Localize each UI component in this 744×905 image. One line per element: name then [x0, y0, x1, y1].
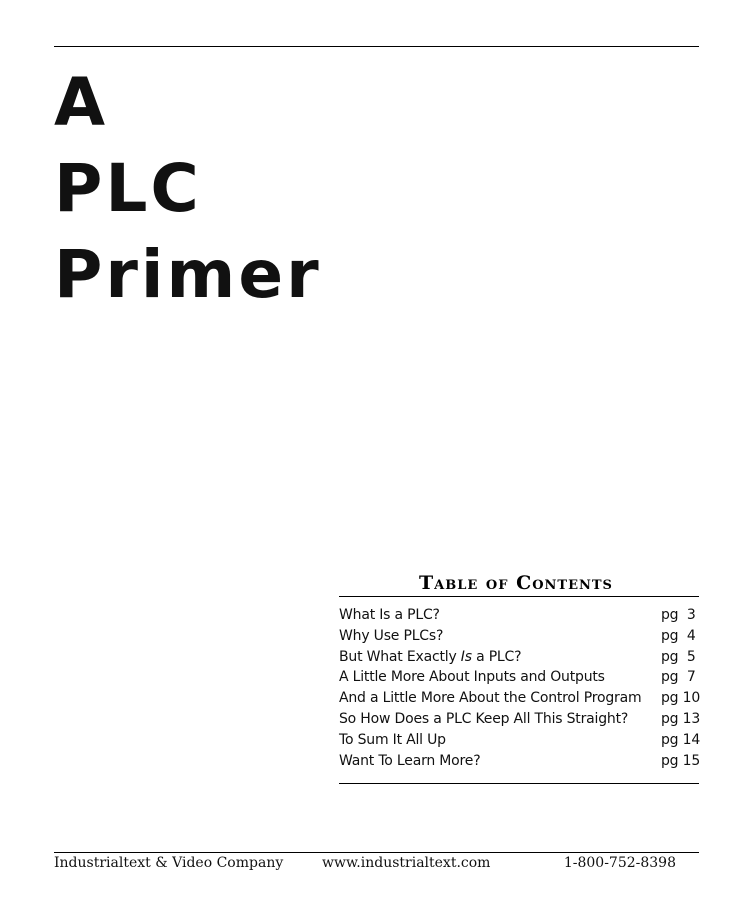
toc-entry-label: Why Use PLCs? — [339, 627, 444, 644]
toc-heading: Table of Contents — [419, 572, 613, 594]
toc-entry-page: pg 13 — [661, 710, 701, 727]
toc-entry-label-part: a PLC? — [471, 648, 522, 665]
toc-entry — [339, 626, 699, 647]
toc-entry-label: What Is a PLC? — [339, 607, 440, 623]
footer-phone: 1-800-752-8398 — [563, 855, 676, 871]
footer-company: Industrialtext & Video Company — [54, 855, 284, 871]
toc-entry — [339, 730, 699, 751]
toc-entry — [339, 709, 699, 730]
toc-entry-page: pg 14 — [661, 731, 701, 748]
footer — [54, 854, 699, 874]
toc-entry-page: pg 7 — [661, 669, 696, 686]
document-title — [54, 60, 322, 318]
toc-entry-page: pg 10 — [661, 690, 701, 707]
table-of-contents — [339, 570, 699, 784]
toc-entry — [339, 647, 699, 668]
toc-entry — [339, 688, 699, 709]
footer-website: www.industrialtext.com — [322, 855, 491, 871]
toc-bottom-rule — [339, 783, 699, 784]
toc-entry-page: pg 15 — [661, 752, 701, 769]
top-rule — [54, 46, 699, 47]
toc-entry-page: pg 5 — [661, 648, 696, 665]
toc-entry-label: Want To Learn More? — [339, 752, 481, 769]
toc-entry-page: pg 3 — [661, 607, 696, 623]
title-line-2: PLC — [54, 150, 202, 227]
toc-entry-page: pg 4 — [661, 627, 696, 644]
footer-rule — [54, 852, 699, 853]
toc-list — [339, 605, 699, 771]
toc-entry-label: To Sum It All Up — [339, 731, 446, 748]
toc-entry-label — [339, 647, 521, 668]
title-line-3: Primer — [54, 236, 322, 313]
toc-entry-label: And a Little More About the Control Program — [339, 690, 642, 707]
toc-entry-label: So How Does a PLC Keep All This Straight? — [339, 710, 629, 727]
toc-entry-label: A Little More About Inputs and Outputs — [339, 669, 605, 686]
toc-entry — [339, 605, 699, 626]
toc-entry — [339, 751, 699, 772]
toc-heading-rule — [339, 596, 699, 597]
toc-entry-label-italic: Is — [460, 648, 472, 665]
title-line-1: A — [54, 64, 109, 141]
toc-entry — [339, 667, 699, 688]
toc-entry-label-part: But What Exactly — [339, 648, 461, 665]
